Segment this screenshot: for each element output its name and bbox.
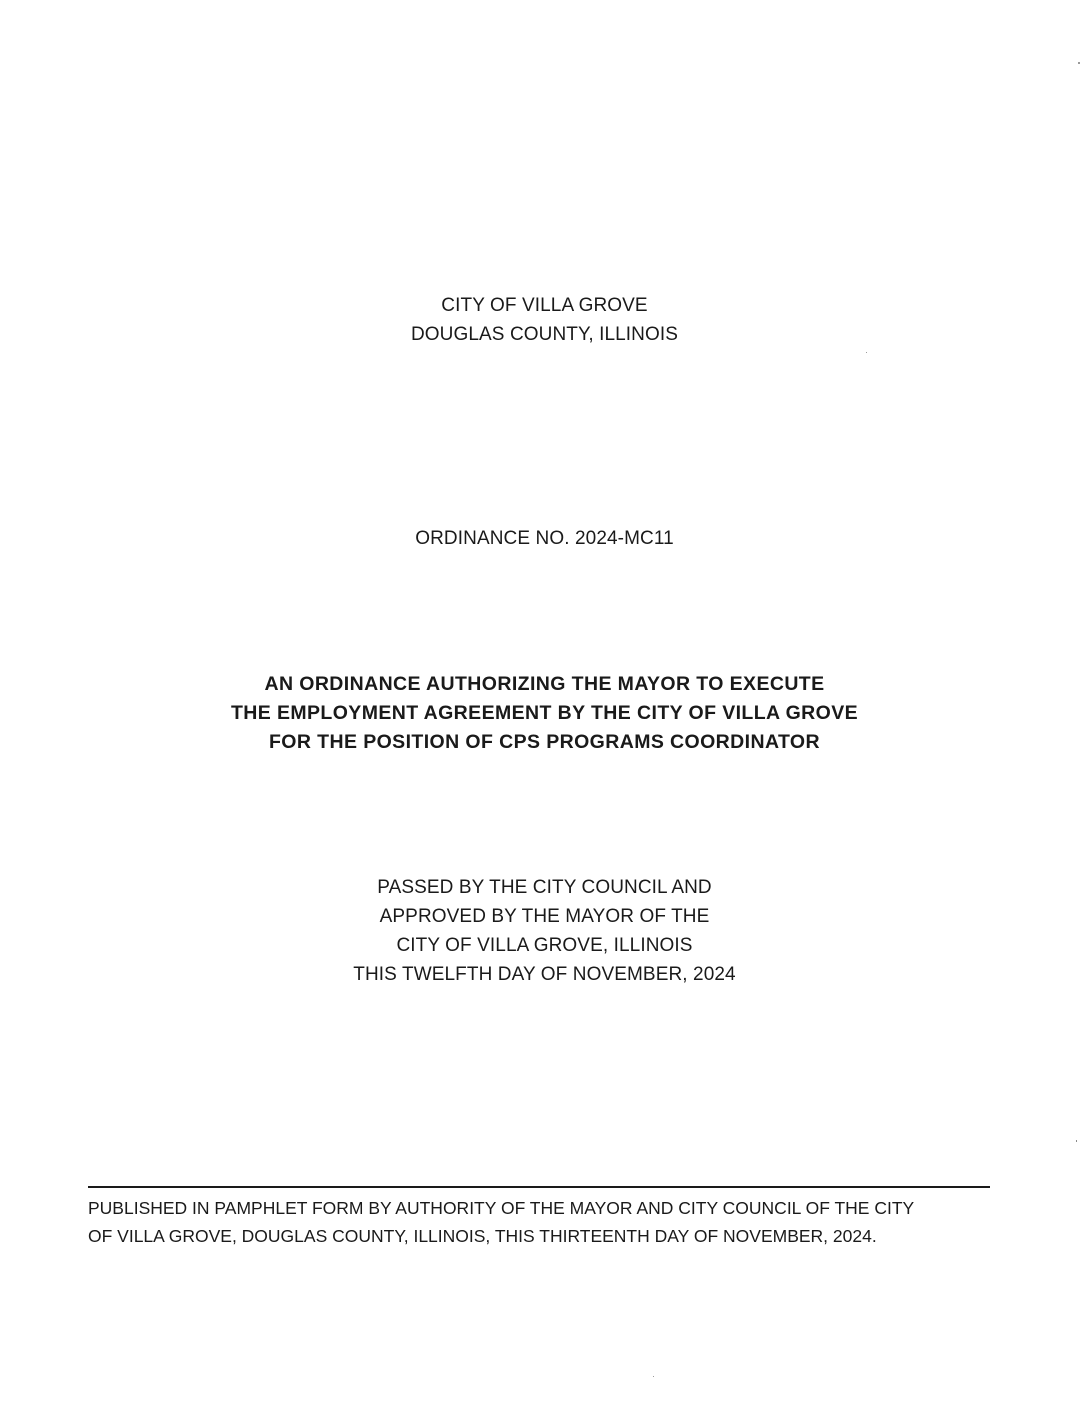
publication-line: PUBLISHED IN PAMPHLET FORM BY AUTHORITY OF THE MAYOR AND CITY COUNCIL OF THE CITY [88, 1198, 915, 1218]
passage-line: APPROVED BY THE MAYOR OF THE [379, 906, 710, 927]
ordinance-title-line: FOR THE POSITION OF CPS PROGRAMS COORDINATOR [269, 731, 820, 753]
jurisdiction-header [0, 291, 1089, 349]
city-name: CITY OF VILLA GROVE [441, 295, 648, 316]
scan-speck [1078, 62, 1080, 64]
ordinance-title-line: THE EMPLOYMENT AGREEMENT BY THE CITY OF VILLA GROVE [230, 702, 859, 724]
scan-speck [653, 1376, 654, 1377]
passage-statement [0, 873, 1089, 989]
publication-line: OF VILLA GROVE, DOUGLAS COUNTY, ILLINOIS, THIS THIRTEENTH DAY OF NOVEMBER, 2024. [88, 1226, 877, 1246]
ordinance-number-block [0, 524, 1089, 553]
passage-line: THIS TWELFTH DAY OF NOVEMBER, 2024 [353, 964, 736, 985]
ordinance-title-line: AN ORDINANCE AUTHORIZING THE MAYOR TO EXECUTE [264, 673, 825, 695]
ordinance-number: ORDINANCE NO. 2024-MC11 [415, 528, 674, 549]
passage-line: PASSED BY THE CITY COUNCIL AND [377, 877, 712, 898]
county-state: DOUGLAS COUNTY, ILLINOIS [410, 324, 679, 345]
scan-speck [1076, 1140, 1077, 1142]
divider-rule [88, 1186, 990, 1188]
ordinance-title [0, 670, 1089, 757]
scan-speck [866, 352, 867, 353]
passage-line: CITY OF VILLA GROVE, ILLINOIS [396, 935, 693, 956]
publication-notice [88, 1194, 998, 1250]
